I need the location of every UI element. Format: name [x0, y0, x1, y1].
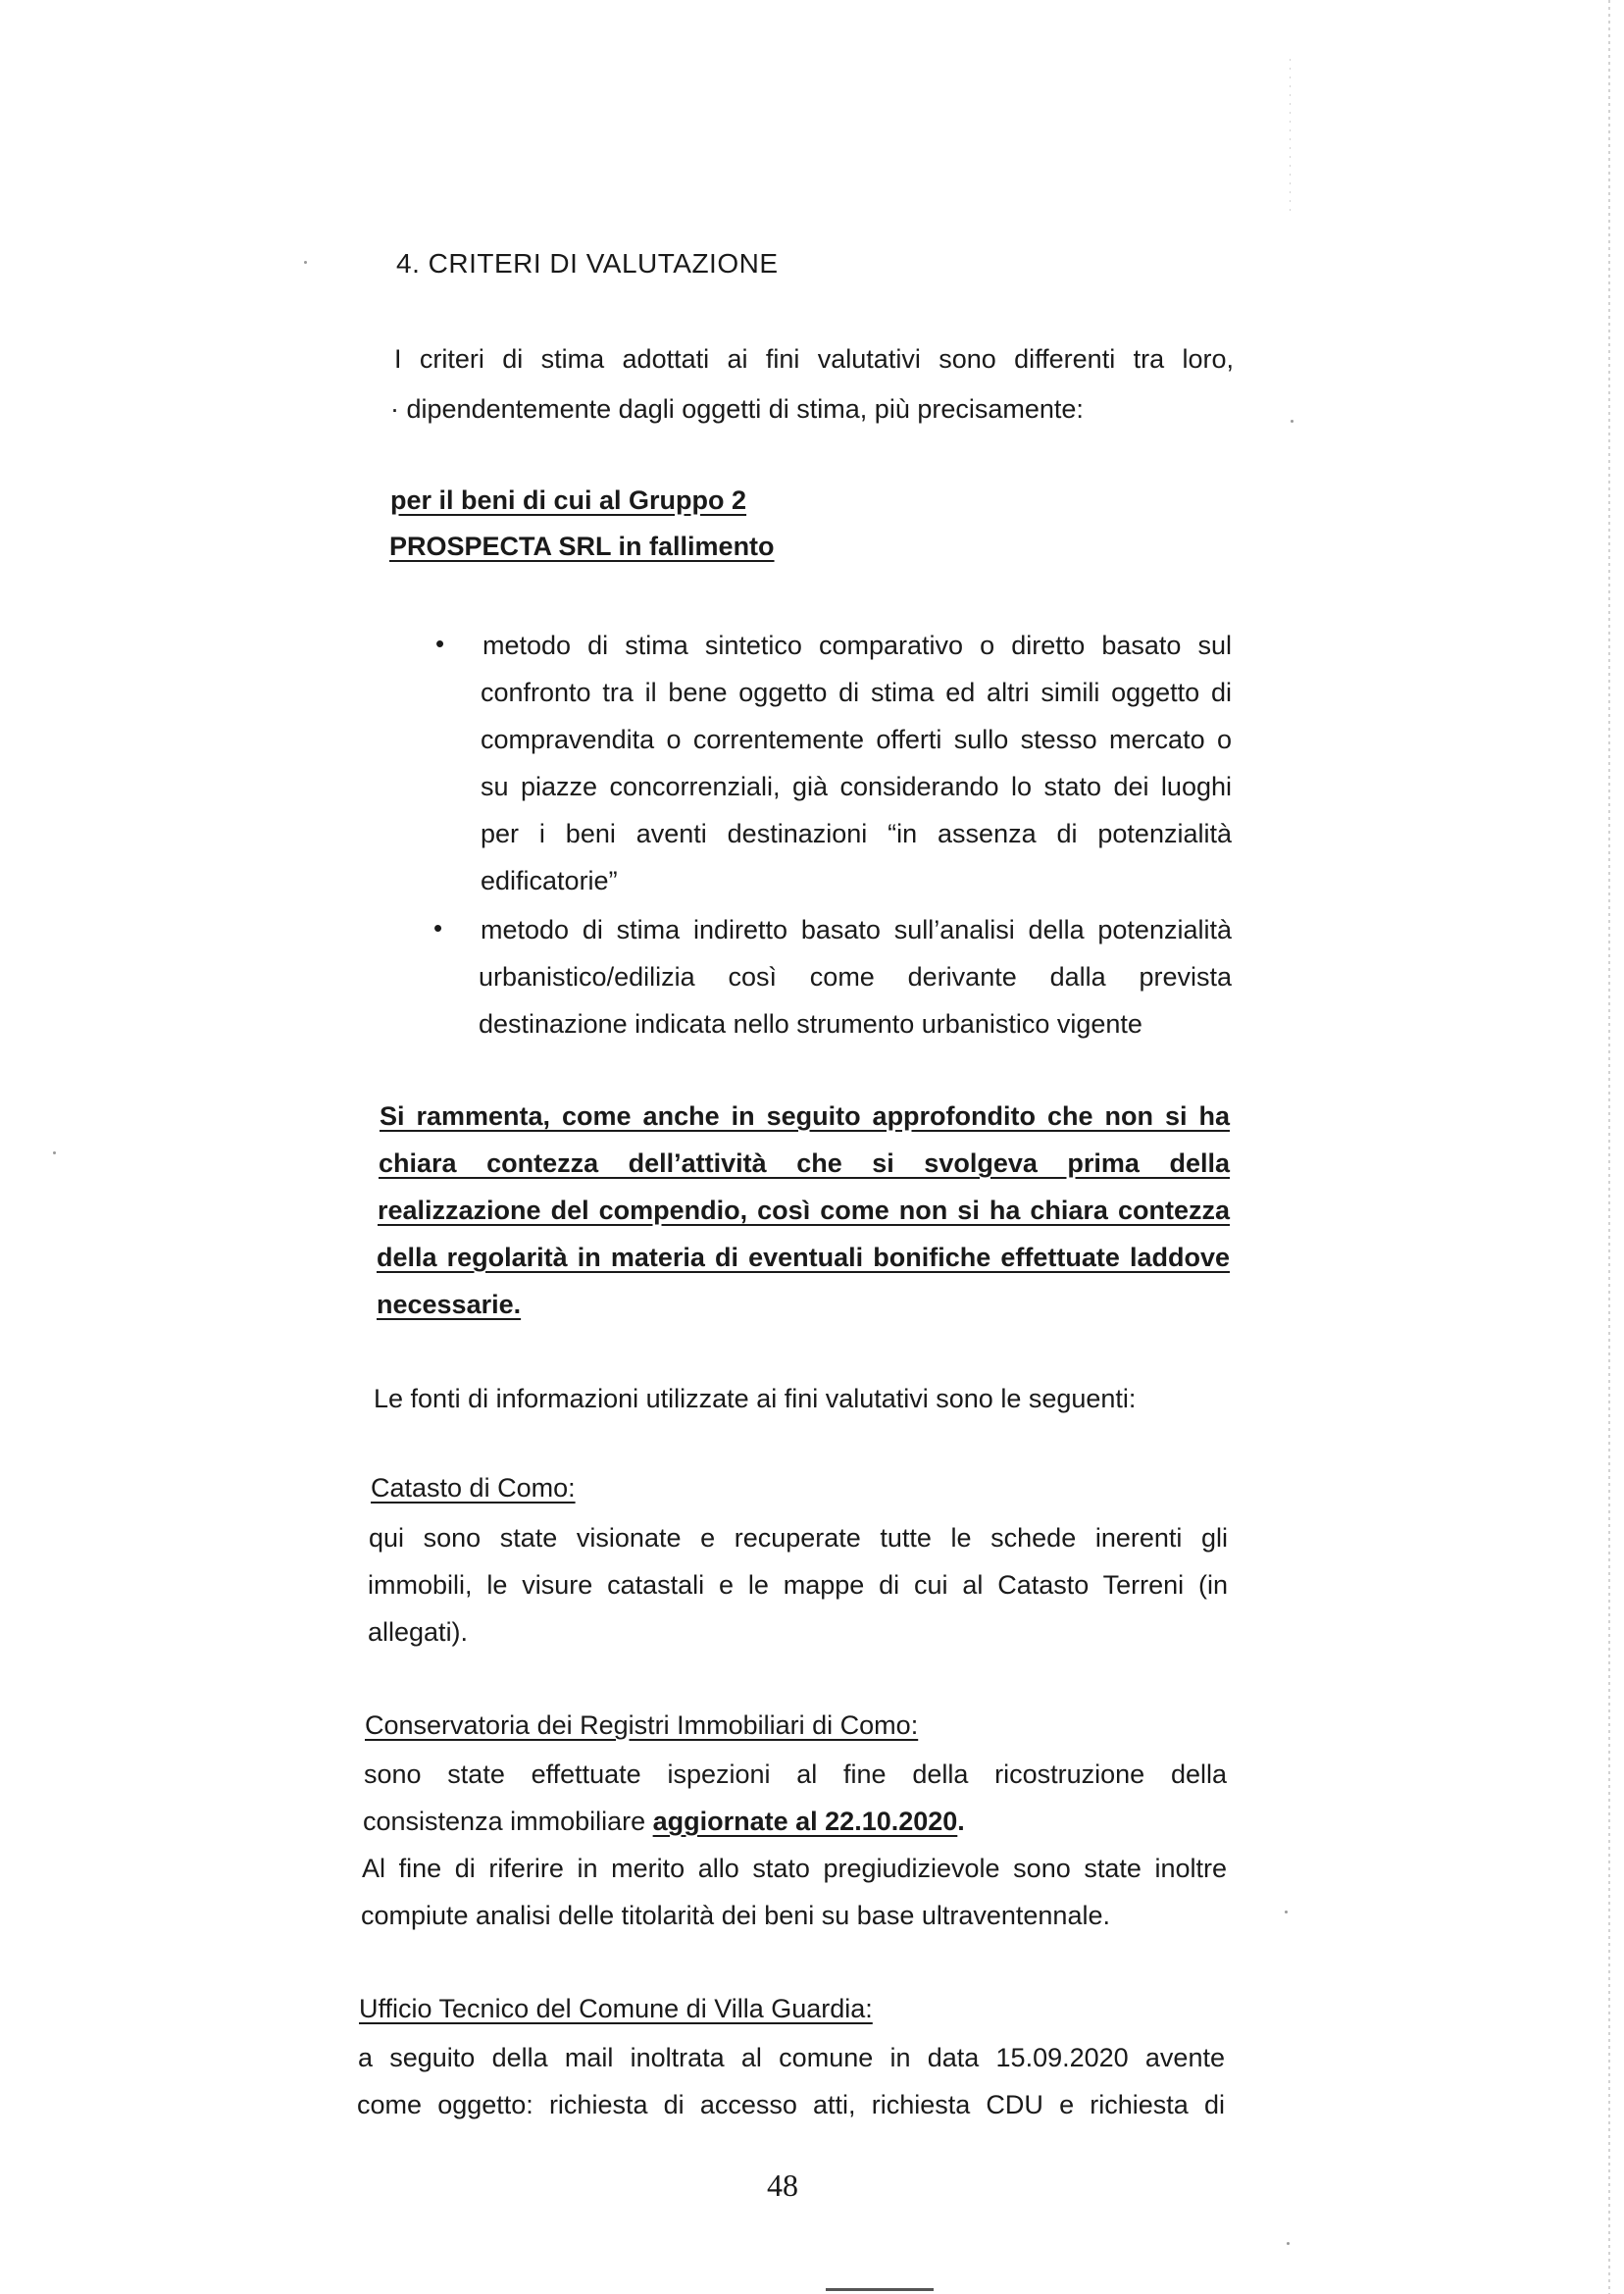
intro-line: · dipendentemente dagli oggetti di stima, più precisamente:	[390, 394, 1084, 424]
catasto-line: allegati).	[368, 1617, 469, 1647]
list-item-line: edificatorie”	[481, 866, 618, 895]
catasto-line: qui sono state visionate e recuperate tutte le schede inerenti gli	[369, 1523, 1228, 1553]
conservatoria-line: compiute analisi delle titolarità dei beni su base ultraventennale.	[361, 1901, 1110, 1930]
group-subtitle: PROSPECTA SRL in fallimento	[389, 532, 775, 561]
list-item-line: per i beni aventi destinazioni “in assenza di potenzialità	[481, 819, 1232, 848]
notice-line: Si rammenta, come anche in seguito approfondito che non si ha	[380, 1101, 1230, 1131]
scan-speck	[1291, 420, 1294, 423]
notice-line: realizzazione del compendio, così come non si ha chiara contezza	[378, 1196, 1230, 1225]
update-date: aggiornate al 22.10.2020	[652, 1807, 958, 1836]
ufficio-title: Ufficio Tecnico del Comune di Villa Guardia:	[359, 1994, 873, 2023]
group-title: per il beni di cui al Gruppo 2	[390, 485, 747, 515]
scan-artifact	[1290, 59, 1291, 216]
conservatoria-line-text: consistenza immobiliare	[363, 1807, 653, 1836]
section-heading: 4. CRITERI DI VALUTAZIONE	[396, 248, 779, 279]
catasto-line: immobili, le visure catastali e le mappe di cui al Catasto Terreni (in	[368, 1570, 1228, 1600]
list-item-line: su piazze concorrenziali, già considerando lo stato dei luoghi	[481, 772, 1232, 801]
scan-speck	[1285, 1911, 1288, 1913]
scan-speck	[53, 1151, 56, 1154]
list-item-line: metodo di stima sintetico comparativo o diretto basato sul	[482, 631, 1232, 660]
bullet-marker: •	[433, 913, 443, 943]
conservatoria-title: Conservatoria dei Registri Immobiliari di Como:	[365, 1710, 919, 1740]
page-number: 48	[767, 2167, 798, 2203]
sources-intro: Le fonti di informazioni utilizzate ai fini valutativi sono le seguenti:	[374, 1384, 1137, 1413]
list-item-line: confronto tra il bene oggetto di stima ed altri simili oggetto di	[481, 678, 1232, 707]
conservatoria-line-end: .	[957, 1807, 965, 1836]
list-item-line: metodo di stima indiretto basato sull’analisi della potenzialità	[481, 915, 1232, 944]
conservatoria-line: Al fine di riferire in merito allo stato pregiudizievole sono state inoltre	[362, 1854, 1227, 1883]
scan-speck	[304, 261, 307, 264]
scan-edge-line	[1608, 0, 1610, 2294]
notice-line: della regolarità in materia di eventuali bonifiche effettuate laddove	[377, 1243, 1230, 1272]
list-item-line: destinazione indicata nello strumento urbanistico vigente	[479, 1009, 1142, 1039]
scan-bottom-rule	[826, 2288, 934, 2291]
scan-speck	[1287, 2242, 1290, 2245]
catasto-title: Catasto di Como:	[371, 1473, 576, 1503]
intro-line-text: dipendentemente dagli oggetti di stima, più precisamente:	[406, 394, 1084, 424]
conservatoria-line: sono state effettuate ispezioni al fine della ricostruzione della	[364, 1759, 1227, 1789]
notice-line: necessarie.	[377, 1290, 522, 1319]
ufficio-line: a seguito della mail inoltrata al comune in data 15.09.2020 avente	[358, 2043, 1225, 2072]
intro-line: I criteri di stima adottati ai fini valutativi sono differenti tra loro,	[394, 344, 1234, 374]
conservatoria-line	[363, 1805, 965, 1838]
list-item-line: urbanistico/edilizia così come derivante dalla prevista	[479, 962, 1232, 992]
bullet-marker: •	[435, 629, 445, 658]
ufficio-line: come oggetto: richiesta di accesso atti, richiesta CDU e richiesta di	[357, 2090, 1225, 2119]
notice-line: chiara contezza dell’attività che si svolgeva prima della	[379, 1148, 1230, 1178]
list-item-line: compravendita o correntemente offerti sullo stesso mercato o	[481, 725, 1232, 754]
